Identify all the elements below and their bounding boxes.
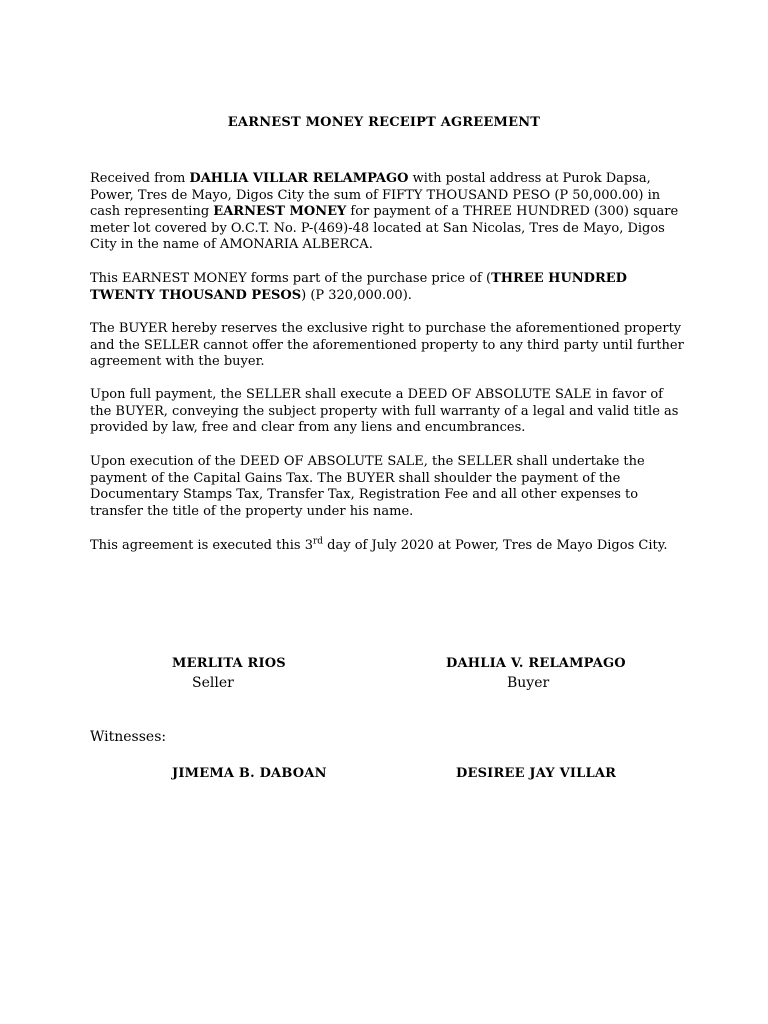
- seller-name: MERLITA RIOS: [172, 656, 286, 671]
- paragraph-full-payment: [90, 387, 688, 437]
- receipt-text-1: Received from: [90, 171, 190, 186]
- document-title: EARNEST MONEY RECEIPT AGREEMENT: [227, 115, 541, 130]
- execution-text-2: day of July 2020 at Power, Tres de Mayo Digos City.: [323, 538, 668, 553]
- price-text-2: ) (P 320,000.00).: [301, 287, 412, 303]
- earnest-money-term: EARNEST MONEY: [213, 204, 347, 220]
- paragraph-execution-date: [90, 538, 688, 555]
- buyer-name: DAHLIA V. RELAMPAGO: [446, 656, 626, 671]
- execution-text-1: This agreement is executed this 3: [90, 538, 313, 553]
- buyer-role: Buyer: [507, 675, 550, 691]
- taxes-text: Upon execution of the DEED OF ABSOLUTE SALE, the SELLER shall undertake the payment of the Capital Gains Tax. The BUYER shall shoulder the payment of the Documentary Stamps Tax, Transfer Tax, Registration Fee and all other expenses to transfer the title of the property under his name.: [90, 454, 645, 519]
- paragraph-taxes: [90, 454, 688, 520]
- exclusive-right-text: The BUYER hereby reserves the exclusive right to purchase the aforementioned property and the SELLER cannot offer the aforementioned property to any third party until further agreement with the buyer.: [90, 321, 684, 370]
- witness-1-name: JIMEMA B. DABOAN: [172, 766, 327, 781]
- paragraph-receipt: [90, 171, 688, 254]
- paragraph-exclusive-right: [90, 321, 688, 371]
- witnesses-label: Witnesses:: [90, 729, 167, 745]
- receipt-text-3: for payment of a THREE HUNDRED (300) square meter lot covered by O.C.T. No. P-(469)-48 located at San Nicolas, Tres de Mayo, Digos City in the name of AMONARIA ALBERCA.: [90, 204, 679, 253]
- witness-2-name: DESIREE JAY VILLAR: [456, 766, 617, 781]
- price-text-1: This EARNEST MONEY forms part of the purchase price of (: [90, 271, 492, 286]
- receipt-text-2: with postal address at Purok Dapsa, Power, Tres de Mayo, Digos City the sum of FIFTY THOUSAND PESO (P 50,000.00) in cash representing: [90, 171, 661, 220]
- paragraph-purchase-price: [90, 271, 688, 304]
- price-in-words: THREE HUNDRED TWENTY THOUSAND PESOS: [90, 271, 627, 303]
- seller-role: Seller: [192, 675, 234, 691]
- buyer-full-name: DAHLIA VILLAR RELAMPAGO: [189, 171, 409, 186]
- full-payment-text: Upon full payment, the SELLER shall execute a DEED OF ABSOLUTE SALE in favor of the BUYER, conveying the subject property with full warranty of a legal and valid title as provided by law, free and clear from any liens and encumbrances.: [90, 387, 679, 436]
- ordinal-suffix: rd: [312, 536, 324, 547]
